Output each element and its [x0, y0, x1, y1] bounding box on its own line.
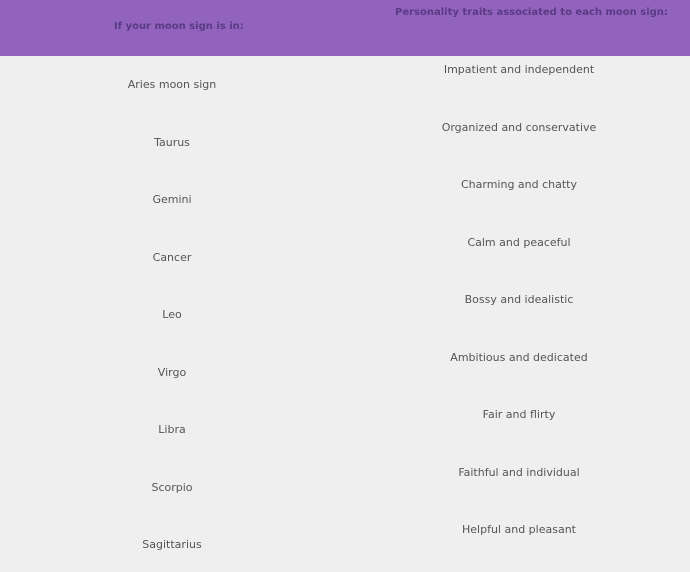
cell-sign: Aries moon sign: [127, 78, 217, 91]
cell-sign: Cancer: [152, 251, 192, 264]
table-header: [0, 0, 690, 56]
cell-trait: Organized and conservative: [441, 121, 597, 134]
header-moon-sign: If your moon sign is in:: [114, 21, 244, 32]
cell-sign: Libra: [158, 423, 186, 436]
cell-sign: Scorpio: [151, 481, 193, 494]
cell-sign: Taurus: [154, 136, 190, 149]
cell-sign: Virgo: [157, 366, 187, 379]
cell-trait: Helpful and pleasant: [462, 523, 576, 536]
cell-sign: Gemini: [152, 193, 192, 206]
cell-sign: Sagittarius: [142, 538, 202, 551]
cell-trait: Ambitious and dedicated: [450, 351, 588, 364]
cell-sign: Leo: [162, 308, 182, 321]
cell-trait: Charming and chatty: [460, 178, 578, 191]
cell-trait: Faithful and individual: [458, 466, 580, 479]
cell-trait: Impatient and independent: [443, 63, 595, 76]
cell-trait: Fair and flirty: [482, 408, 556, 421]
header-personality-traits: Personality traits associated to each moon sign:: [395, 7, 668, 18]
cell-trait: Bossy and idealistic: [464, 293, 574, 306]
cell-trait: Calm and peaceful: [467, 236, 571, 249]
